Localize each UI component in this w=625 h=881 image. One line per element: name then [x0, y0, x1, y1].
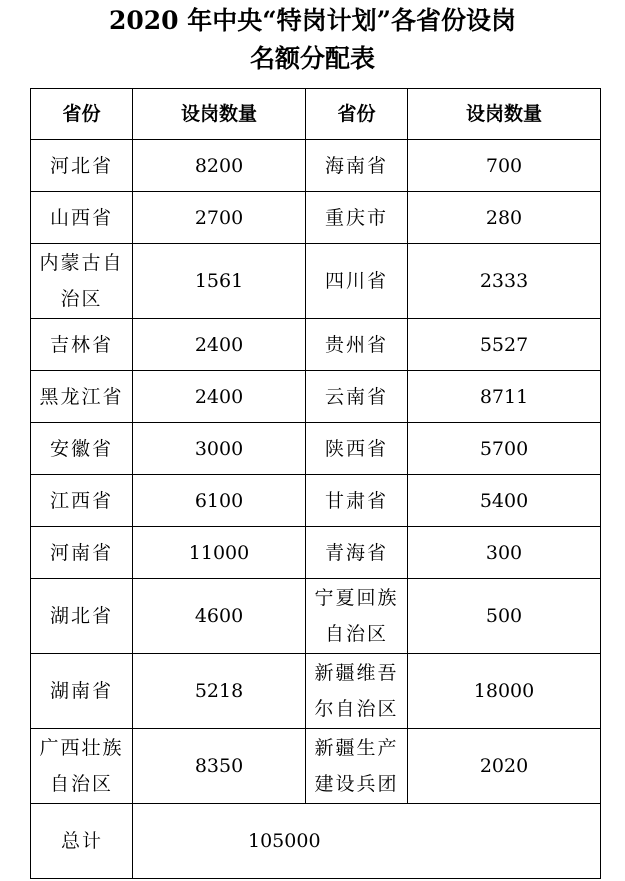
header-province-2: 省份 [306, 89, 408, 140]
table-row [31, 579, 601, 654]
table-row [31, 192, 601, 244]
table-row [31, 527, 601, 579]
province-cell: 安徽省 [31, 423, 133, 475]
quota-cell: 2333 [408, 244, 601, 319]
quota-cell: 280 [408, 192, 601, 244]
quota-cell: 300 [408, 527, 601, 579]
table-row [31, 371, 601, 423]
province-cell: 宁夏回族自治区 [306, 579, 408, 654]
total-label: 总计 [31, 804, 133, 879]
quota-cell: 11000 [133, 527, 306, 579]
table-row [31, 654, 601, 729]
province-cell: 云南省 [306, 371, 408, 423]
quota-cell: 2400 [133, 371, 306, 423]
page-title-line1: 2020 年中央“特岗计划”各省份设岗 [108, 6, 517, 35]
quota-cell: 18000 [408, 654, 601, 729]
quota-cell: 5700 [408, 423, 601, 475]
province-cell: 四川省 [306, 244, 408, 319]
allocation-table [30, 88, 601, 879]
province-cell: 黑龙江省 [31, 371, 133, 423]
quota-cell: 2400 [133, 319, 306, 371]
province-cell: 河北省 [31, 140, 133, 192]
quota-cell: 6100 [133, 475, 306, 527]
province-cell: 贵州省 [306, 319, 408, 371]
table-row [31, 729, 601, 804]
province-cell: 湖北省 [31, 579, 133, 654]
province-cell: 甘肃省 [306, 475, 408, 527]
total-value: 105000 [133, 804, 601, 879]
province-cell: 新疆生产建设兵团 [306, 729, 408, 804]
province-cell: 吉林省 [31, 319, 133, 371]
province-cell: 海南省 [306, 140, 408, 192]
quota-cell: 8711 [408, 371, 601, 423]
table-header-row [31, 89, 601, 140]
table-row [31, 475, 601, 527]
table-row [31, 140, 601, 192]
province-cell: 湖南省 [31, 654, 133, 729]
total-row [31, 804, 601, 879]
quota-cell: 700 [408, 140, 601, 192]
quota-cell: 5400 [408, 475, 601, 527]
quota-cell: 2700 [133, 192, 306, 244]
province-cell: 河南省 [31, 527, 133, 579]
province-cell: 陕西省 [306, 423, 408, 475]
province-cell: 江西省 [31, 475, 133, 527]
province-cell: 青海省 [306, 527, 408, 579]
quota-cell: 4600 [133, 579, 306, 654]
quota-cell: 8350 [133, 729, 306, 804]
page-title-line2: 名额分配表 [249, 44, 375, 73]
quota-cell: 5218 [133, 654, 306, 729]
quota-cell: 1561 [133, 244, 306, 319]
table-row [31, 319, 601, 371]
province-cell: 内蒙古自治区 [31, 244, 133, 319]
quota-cell: 2020 [408, 729, 601, 804]
quota-cell: 3000 [133, 423, 306, 475]
header-quota-2: 设岗数量 [408, 89, 601, 140]
province-cell: 广西壮族自治区 [31, 729, 133, 804]
header-quota-1: 设岗数量 [133, 89, 306, 140]
quota-cell: 5527 [408, 319, 601, 371]
province-cell: 重庆市 [306, 192, 408, 244]
quota-cell: 500 [408, 579, 601, 654]
province-cell: 山西省 [31, 192, 133, 244]
table-row [31, 244, 601, 319]
table-row [31, 423, 601, 475]
quota-cell: 8200 [133, 140, 306, 192]
header-province-1: 省份 [31, 89, 133, 140]
province-cell: 新疆维吾尔自治区 [306, 654, 408, 729]
